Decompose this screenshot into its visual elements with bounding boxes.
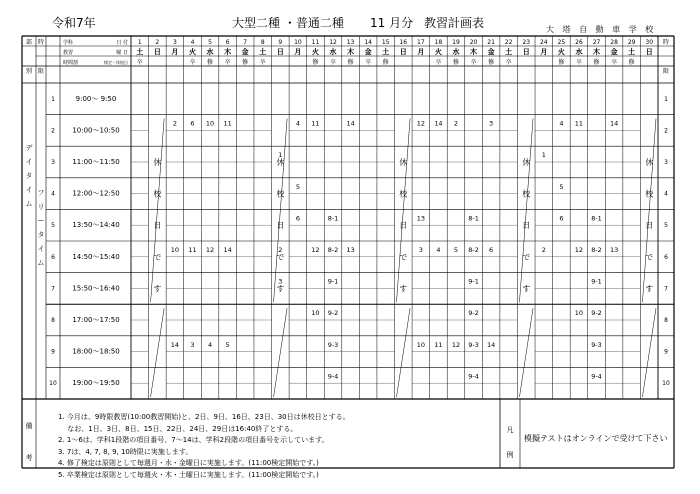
weekday: 日 <box>153 48 161 56</box>
holiday-char: す <box>522 284 531 294</box>
day-number: 28 <box>610 39 618 46</box>
schedule-cell: 12 <box>574 246 584 254</box>
note-line: 1. 今月は、9時限教習(10:00教習開始)と、2日、9日、16日、23日、30日は休校日とする。 <box>58 413 350 421</box>
weekday: 火 <box>188 48 196 56</box>
holiday-char: す <box>276 284 285 294</box>
holiday-char: 休 <box>276 158 285 167</box>
hanrei-char: 例 <box>506 451 514 459</box>
day-number: 18 <box>434 39 443 46</box>
schedule-cell: 3 <box>278 277 283 286</box>
holiday-char: で <box>522 252 531 262</box>
status-mark: 卒 <box>470 59 477 66</box>
schedule-cell: 1 <box>278 151 283 160</box>
section-label2-char: イ <box>37 245 45 253</box>
day-number: 17 <box>417 39 425 46</box>
weekday: 木 <box>224 48 232 56</box>
weekday: 金 <box>364 48 372 56</box>
note-line: なお、1日、3日、8日、15日、22日、24日、29日は16:40終了とする。 <box>58 424 298 433</box>
bikou-char: 考 <box>25 454 33 462</box>
weekday: 土 <box>136 48 144 56</box>
weekday: 月 <box>171 48 179 56</box>
schedule-cell: 13 <box>609 246 619 254</box>
day-number: 4 <box>190 39 195 46</box>
schedule-cell: 9-2 <box>591 309 602 318</box>
holiday-slash <box>642 308 656 397</box>
weekday: 水 <box>329 48 337 56</box>
period-number-right: 8 <box>664 317 668 324</box>
plan-title: 教習計画表 <box>424 16 485 30</box>
label-jikanwari: 時間割 <box>63 60 79 66</box>
notes-block <box>58 412 498 481</box>
holiday-char: 日 <box>645 221 654 231</box>
schedule-cell: 14 <box>346 119 355 128</box>
schedule-cell: 9-4 <box>591 372 602 381</box>
period-time: 15:50～16:40 <box>72 284 120 293</box>
day-number: 24 <box>539 39 548 46</box>
period-number: 4 <box>51 190 55 198</box>
day-number: 22 <box>504 39 513 46</box>
section-label2-char: ー <box>37 217 45 225</box>
note-line: 2. 1～6は、学科1段階の項目番号、7～14は、学科2段階の項目番号を示しています。 <box>58 436 329 444</box>
label-gakka: 学科 <box>63 40 74 46</box>
status-mark: 卒 <box>435 59 442 66</box>
schedule-cell: 8-1 <box>327 214 339 223</box>
status-mark: 卒 <box>259 59 266 66</box>
section-label-char: イ <box>25 186 33 194</box>
weekday: 日 <box>645 48 653 56</box>
schedule-cell: 4 <box>207 340 213 349</box>
schedule-cell: 9-2 <box>468 309 479 318</box>
weekday: 水 <box>206 48 214 56</box>
day-number: 11 <box>311 39 320 46</box>
schedule-cell: 6 <box>295 214 300 223</box>
schedule-cell: 4 <box>559 119 564 128</box>
schedule-cell: 9-1 <box>327 277 339 286</box>
holiday-char: 校 <box>645 189 654 199</box>
legend-text: 模擬テストはオンラインで受けて下さい <box>524 434 668 443</box>
period-number-right: 4 <box>664 190 668 198</box>
day-number: 30 <box>645 39 654 46</box>
day-number: 3 <box>173 39 177 46</box>
section-label2-char: タ <box>37 231 45 239</box>
weekday: 土 <box>259 48 267 56</box>
day-number: 14 <box>364 39 372 46</box>
day-number: 26 <box>575 39 583 46</box>
schedule-cell: 13 <box>416 214 425 223</box>
schedule-cell: 3 <box>190 340 195 349</box>
schedule-cell: 5 <box>453 246 459 254</box>
schedule-cell: 11 <box>311 119 320 128</box>
period-number-right: 10 <box>662 380 670 388</box>
schedule-cell: 6 <box>559 214 564 223</box>
day-number: 25 <box>557 39 566 46</box>
period-number: 1 <box>51 95 55 103</box>
period-number-right: 3 <box>664 159 668 166</box>
label-bu: 部 <box>25 39 33 46</box>
holiday-char: 校 <box>399 189 408 199</box>
status-mark: 修 <box>452 59 459 66</box>
holiday-char: 日 <box>276 221 285 231</box>
weekday: 日 <box>399 48 407 56</box>
weekday: 木 <box>470 48 478 56</box>
status-mark: 修 <box>347 59 354 66</box>
schedule-cell: 1 <box>541 151 546 160</box>
section-label-char: ム <box>25 200 33 208</box>
schedule-cell: 9-3 <box>468 340 479 349</box>
page-title: 大型二種 ・普通二種 <box>232 16 344 30</box>
period-number: 9 <box>51 348 55 356</box>
period-number-right: 5 <box>664 222 668 230</box>
schedule-cell: 11 <box>574 119 584 128</box>
period-number-right: 1 <box>664 95 668 103</box>
schedule-cell: 11 <box>188 246 197 254</box>
holiday-char: 日 <box>522 221 531 231</box>
month-label: 11 月分 <box>370 16 414 30</box>
schedule-cell: 5 <box>295 182 300 191</box>
day-number: 10 <box>294 39 302 46</box>
schedule-cell: 8-1 <box>468 214 479 223</box>
section-label-char: タ <box>25 172 33 180</box>
weekday: 水 <box>452 48 460 56</box>
schedule-cell: 12 <box>416 119 425 128</box>
holiday-char: 休 <box>522 158 531 167</box>
weekday: 日 <box>522 48 530 56</box>
schedule-cell: 8-2 <box>468 246 479 254</box>
holiday-char: で <box>399 252 408 262</box>
label-gen: 限 <box>37 68 45 75</box>
status-mark: 修 <box>488 59 495 66</box>
period-time: 17:00～17:50 <box>72 316 120 324</box>
day-number: 23 <box>522 39 531 46</box>
note-line: 5. 卒業検定は原則として毎週火・木・土曜日に実施します。(11:00検定開始です。) <box>58 470 319 479</box>
schedule-cell: 12 <box>451 340 461 349</box>
section-label2-char: ム <box>37 259 45 267</box>
schedule-cell: 11 <box>434 340 443 349</box>
period-time: 13:50～14:40 <box>72 221 120 230</box>
status-mark: 卒 <box>136 59 143 66</box>
holiday-char: 休 <box>399 158 408 167</box>
schedule-cell: 9-3 <box>327 340 339 349</box>
schedule-cell: 13 <box>346 246 355 254</box>
period-time: 19:00～19:50 <box>72 379 120 388</box>
day-number: 2 <box>155 39 160 46</box>
day-number: 29 <box>627 39 636 46</box>
day-number: 6 <box>225 39 230 46</box>
schedule-cell: 14 <box>609 119 619 128</box>
day-number: 7 <box>243 39 248 46</box>
bikou-char: 備 <box>25 422 33 430</box>
status-mark: 卒 <box>189 59 196 66</box>
schedule-cell: 10 <box>205 119 215 128</box>
holiday-slash <box>519 308 533 397</box>
schedule-cell: 11 <box>223 119 232 128</box>
era-label: 令和7年 <box>52 16 96 30</box>
status-mark: 卒 <box>224 59 231 66</box>
period-time: 10:00～10:50 <box>72 126 120 135</box>
schedule-cell: 10 <box>416 340 425 349</box>
label-right-ji: 時 <box>662 39 670 46</box>
section-label2-char: リ <box>37 203 45 211</box>
schedule-cell: 3 <box>418 246 423 254</box>
weekday: 月 <box>294 48 302 56</box>
weekday: 土 <box>505 48 513 56</box>
weekday: 火 <box>557 48 565 56</box>
period-time: 11:00～11:50 <box>72 158 120 166</box>
status-mark: 修 <box>382 59 389 66</box>
holiday-char: 校 <box>153 189 162 199</box>
holiday-char: 日 <box>153 221 162 231</box>
status-mark: 修 <box>628 59 635 66</box>
period-number: 2 <box>51 127 55 135</box>
weekday: 火 <box>311 48 319 56</box>
period-number: 10 <box>49 380 57 388</box>
label-betsu: 別 <box>25 68 33 75</box>
day-number: 21 <box>487 39 495 46</box>
schedule-cell: 3 <box>489 119 494 128</box>
status-mark: 卒 <box>611 59 618 66</box>
schedule-cell: 10 <box>574 309 584 318</box>
status-mark: 卒 <box>330 59 337 66</box>
schedule-cell: 10 <box>170 246 180 254</box>
period-number-right: 9 <box>664 348 668 356</box>
day-number: 5 <box>208 39 212 46</box>
period-time: 14:50～15:40 <box>72 252 120 261</box>
status-mark: 修 <box>242 59 249 66</box>
status-mark: 修 <box>558 59 565 66</box>
period-number-right: 6 <box>664 253 668 261</box>
school-name: 大 塔 自 動 車 学 校 <box>546 25 657 34</box>
schedule-cell: 4 <box>436 246 441 254</box>
status-mark: 卒 <box>365 59 372 66</box>
section-label2-char: フ <box>37 189 45 197</box>
holiday-char: で <box>645 252 654 262</box>
label-ji: 時 <box>37 39 45 46</box>
holiday-char: す <box>153 284 162 294</box>
weekday: 木 <box>347 48 355 56</box>
status-mark: 卒 <box>505 59 512 66</box>
period-number-right: 7 <box>664 285 668 293</box>
status-mark: 修 <box>312 59 319 66</box>
holiday-char: す <box>399 284 408 294</box>
status-mark: 卒 <box>575 59 582 66</box>
holiday-slash <box>151 308 165 397</box>
period-number: 5 <box>51 222 55 230</box>
day-number: 19 <box>452 39 460 46</box>
day-number: 16 <box>399 39 408 46</box>
schedule-cell: 8-2 <box>591 246 602 254</box>
schedule-cell: 2 <box>172 119 177 128</box>
period-number: 6 <box>51 253 55 261</box>
section-label-char: イ <box>25 158 33 166</box>
note-line: 3. 7は、4, 7, 8, 9, 10時限に実施します。 <box>58 447 193 456</box>
weekday: 月 <box>417 48 425 56</box>
schedule-cell: 2 <box>278 246 283 254</box>
hanrei-char: 凡 <box>506 426 514 434</box>
holiday-char: す <box>645 284 654 294</box>
day-number: 1 <box>137 39 142 46</box>
schedule-cell: 12 <box>311 246 320 254</box>
weekday: 日 <box>276 48 284 56</box>
weekday: 金 <box>610 48 618 56</box>
holiday-slash <box>274 308 288 397</box>
schedule-cell: 4 <box>295 119 300 128</box>
schedule-cell: 8-2 <box>327 246 339 254</box>
schedule-cell: 9-3 <box>591 340 602 349</box>
schedule-cell: 14 <box>223 246 232 254</box>
weekday: 金 <box>241 48 249 56</box>
schedule-cell: 5 <box>225 340 230 349</box>
day-number: 12 <box>329 39 337 46</box>
holiday-char: 休 <box>645 158 654 167</box>
schedule-cell: 10 <box>311 309 320 318</box>
period-time: 18:00～18:50 <box>72 347 120 356</box>
weekday: 金 <box>487 48 495 56</box>
weekday: 火 <box>434 48 442 56</box>
day-number: 9 <box>278 39 283 46</box>
schedule-cell: 6 <box>190 119 195 128</box>
holiday-char: で <box>153 252 162 262</box>
status-mark: 修 <box>207 59 214 66</box>
day-number: 13 <box>346 39 355 46</box>
schedule-cell: 2 <box>453 119 459 128</box>
schedule-cell: 8-1 <box>591 214 602 223</box>
weekday: 月 <box>540 48 548 56</box>
day-number: 15 <box>381 39 390 46</box>
schedule-cell: 6 <box>489 246 494 254</box>
label-right-gen: 限 <box>662 68 670 75</box>
schedule-cell: 12 <box>205 246 215 254</box>
schedule-cell: 14 <box>170 340 180 349</box>
label-kenbetsu: 検定・休校日 <box>104 60 128 65</box>
day-number: 8 <box>260 39 265 46</box>
weekday: 木 <box>593 48 601 56</box>
schedule-cell: 9-1 <box>468 277 479 286</box>
period-number: 7 <box>51 285 55 293</box>
period-number-right: 2 <box>664 127 668 135</box>
holiday-char: 休 <box>153 158 162 167</box>
label-kyoshu: 教習 <box>63 50 74 56</box>
schedule-cell: 14 <box>486 340 496 349</box>
label-hizuke: 日 付 <box>116 40 128 46</box>
weekday: 土 <box>628 48 636 56</box>
holiday-slash <box>397 308 411 397</box>
period-number: 8 <box>51 317 55 324</box>
schedule-cell: 14 <box>434 119 443 128</box>
day-number: 20 <box>469 39 478 46</box>
day-number: 27 <box>592 39 601 46</box>
schedule-cell: 2 <box>541 246 546 254</box>
label-yobi: 曜 日 <box>116 50 128 56</box>
holiday-char: 校 <box>276 189 285 199</box>
schedule-cell: 9-2 <box>327 309 339 318</box>
weekday: 土 <box>382 48 390 56</box>
period-number: 3 <box>51 159 55 166</box>
status-mark: 修 <box>593 59 600 66</box>
weekday: 水 <box>575 48 583 56</box>
holiday-char: 日 <box>399 221 408 231</box>
period-time: 9:00～ 9:50 <box>75 94 117 103</box>
holiday-char: で <box>276 252 285 262</box>
period-time: 12:00～12:50 <box>72 189 120 198</box>
note-line: 4. 修了検定は原則として毎週月・水・金曜日に実施します。(11:00検定開始です。) <box>58 459 319 467</box>
schedule-cell: 5 <box>559 182 564 191</box>
schedule-cell: 9-1 <box>591 277 602 286</box>
holiday-char: 校 <box>522 189 531 199</box>
section-label-char: デ <box>25 144 33 152</box>
schedule-cell: 9-4 <box>327 372 339 381</box>
schedule-cell: 9-4 <box>468 372 479 381</box>
